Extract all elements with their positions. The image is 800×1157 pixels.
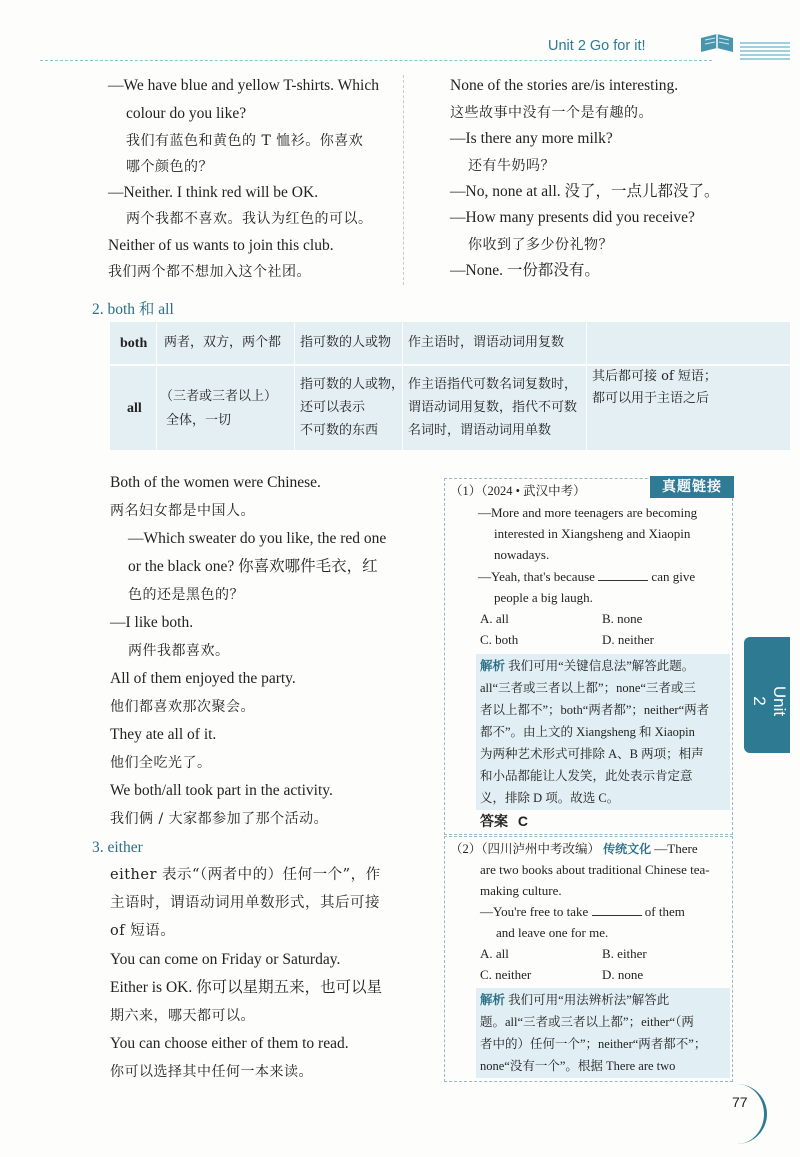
text-line: They ate all of it. — [110, 726, 217, 743]
page-corner-decoration — [728, 1084, 767, 1144]
text-line: or the black one? 你喜欢哪件毛衣，红 — [128, 558, 378, 575]
unit-side-tab[interactable] — [744, 637, 790, 753]
text-line: 你可以选择其中任何一本来读。 — [110, 1064, 313, 1080]
exam-link-tag: 真题链接 — [650, 476, 734, 498]
text-line: 还有牛奶吗？ — [468, 158, 555, 174]
analysis-line: 为两种艺术形式可排除 A、B 两项；相声 — [480, 747, 704, 761]
text-line: —How many presents did you receive? — [450, 209, 695, 226]
text-line: We both/all took part in the activity. — [110, 782, 333, 799]
text-line: You can choose either of them to read. — [110, 1035, 349, 1052]
analysis-line: 都不”。由上文的 Xiangsheng 和 Xiaopin — [480, 725, 695, 739]
text-line: 这些故事中没有一个是有趣的。 — [450, 105, 653, 121]
analysis-line: 题。all“三者或三者以上都”；either“（两 — [480, 1015, 694, 1029]
option-d: D. none — [602, 967, 644, 982]
table-cell: 其后都可接 of 短语； — [592, 369, 717, 384]
text-line: —Neither. I think red will be OK. — [108, 184, 319, 201]
analysis-line: 解析 我们可用“用法辨析法”解答此 — [480, 993, 670, 1007]
text-line: 主语时，谓语动词用单数形式，其后可接 — [110, 895, 380, 911]
table-cell: （三者或三者以上） — [160, 389, 278, 404]
question-line: —More and more teenagers are becoming — [478, 505, 698, 520]
question-line: and leave one for me. — [496, 925, 609, 940]
question-line: making culture. — [480, 883, 562, 898]
page-number: 77 — [732, 1094, 748, 1110]
table-cell-word: all — [127, 401, 142, 416]
table-cell: 还可以表示 — [300, 400, 366, 415]
option-a: A. all — [480, 946, 509, 961]
book-icon — [697, 30, 737, 56]
text-line: 我们俩 / 大家都参加了那个活动。 — [110, 811, 329, 827]
section-heading-both-all: 2. both 和 all — [92, 301, 174, 318]
text-line: —We have blue and yellow T-shirts. Which — [108, 77, 379, 94]
answer-blank[interactable] — [592, 903, 642, 916]
answer-line: 答案 C — [480, 813, 529, 829]
option-c: C. both — [480, 632, 519, 647]
question-source: （1）（2024 • 武汉中考） — [450, 484, 586, 498]
table-cell-word: both — [120, 336, 148, 351]
text-line: Neither of us wants to join this club. — [108, 237, 334, 254]
text-line: You can come on Friday or Saturday. — [110, 951, 341, 968]
text-line: 你收到了多少份礼物？ — [468, 237, 613, 253]
text-line: Either is OK. 你可以星期五来，也可以星 — [110, 979, 383, 996]
text-line: colour do you like? — [126, 105, 247, 122]
text-line: None of the stories are/is interesting. — [450, 77, 679, 94]
option-c: C. neither — [480, 967, 532, 982]
text-line: —No, none at all. 没了，一点儿都没了。 — [450, 183, 720, 200]
option-b: B. none — [602, 611, 643, 626]
text-line: —Is there any more milk? — [450, 130, 613, 147]
table-cell: 全体，一切 — [166, 413, 232, 428]
answer-blank[interactable] — [598, 568, 648, 581]
text-line: either 表示“（两者中的）任何一个”，作 — [110, 867, 381, 883]
table-cell: 作主语指代可数名词复数时， — [408, 377, 578, 392]
table-cell: 指可数的人或物 — [300, 335, 392, 350]
text-line: Both of the women were Chinese. — [110, 474, 321, 491]
table-cell: 谓语动词用复数，指代不可数 — [408, 400, 578, 415]
text-line: 期六来，哪天都可以。 — [110, 1008, 255, 1024]
analysis-line: all“三者或三者以上都”；none“三者或三 — [480, 681, 696, 695]
comparison-table — [110, 322, 790, 450]
analysis-line: 解析 我们可用“关键信息法”解答此题。 — [480, 659, 695, 673]
analysis-line: 者以上都不”；both“两者都”；neither“两者 — [480, 703, 710, 717]
analysis-line: 和小品都能让人发笑，此处表示肯定意 — [480, 769, 693, 783]
question-line: nowadays. — [494, 547, 550, 562]
unit-tab-label: Unit 2 — [750, 685, 789, 717]
text-line: of 短语。 — [110, 923, 176, 939]
tradition-tag: 传统文化 — [603, 842, 652, 856]
text-line: —None. 一份都没有。 — [450, 262, 600, 279]
text-line: 两个我都不喜欢。我认为红色的可以。 — [126, 211, 373, 227]
column-divider-top — [403, 75, 404, 285]
analysis-line: 者中的）任何一个”；neither“两者都不”； — [480, 1037, 707, 1051]
section-heading-either: 3. either — [92, 839, 143, 856]
header-decoration — [740, 42, 790, 60]
text-line: 我们两个都不想加入这个社团。 — [108, 264, 311, 280]
analysis-line: none“没有一个”。根据 There are two — [480, 1059, 676, 1073]
question-line: —You're free to take of them — [480, 904, 685, 919]
text-line: —I like both. — [110, 614, 194, 631]
text-line: 他们全吃光了。 — [110, 755, 212, 771]
table-cell: 指可数的人或物， — [300, 377, 405, 392]
table-cell: 作主语时，谓语动词用复数 — [408, 335, 565, 350]
question-line: —Yeah, that's because can give — [478, 569, 696, 584]
option-d: D. neither — [602, 632, 654, 647]
header-rule — [40, 60, 712, 61]
analysis-line: 义，排除 D 项。故选 C。 — [480, 791, 620, 805]
page-header-title: Unit 2 Go for it! — [548, 38, 646, 54]
question-line: interested in Xiangsheng and Xiaopin — [494, 526, 691, 541]
text-line: 哪个颜色的？ — [126, 159, 213, 175]
table-cell: 两者，双方，两个都 — [164, 335, 282, 350]
text-line: 两名妇女都是中国人。 — [110, 503, 255, 519]
table-cell: 都可以用于主语之后 — [592, 391, 710, 406]
option-a: A. all — [480, 611, 509, 626]
text-line: All of them enjoyed the party. — [110, 670, 296, 687]
question-source: （2）（四川泸州中考改编） 传统文化 —There — [450, 841, 698, 856]
question-line: are two books about traditional Chinese tea- — [480, 862, 710, 877]
table-cell: 不可数的东西 — [300, 423, 379, 438]
text-line: —Which sweater do you like, the red one — [128, 530, 387, 547]
text-line: 色的还是黑色的？ — [128, 587, 244, 603]
text-line: 他们都喜欢那次聚会。 — [110, 699, 255, 715]
question-line: people a big laugh. — [494, 590, 593, 605]
text-line: 我们有蓝色和黄色的 T 恤衫。你喜欢 — [126, 133, 364, 149]
option-b: B. either — [602, 946, 647, 961]
table-cell: 名词时，谓语动词用单数 — [408, 423, 552, 438]
text-line: 两件我都喜欢。 — [128, 643, 230, 659]
